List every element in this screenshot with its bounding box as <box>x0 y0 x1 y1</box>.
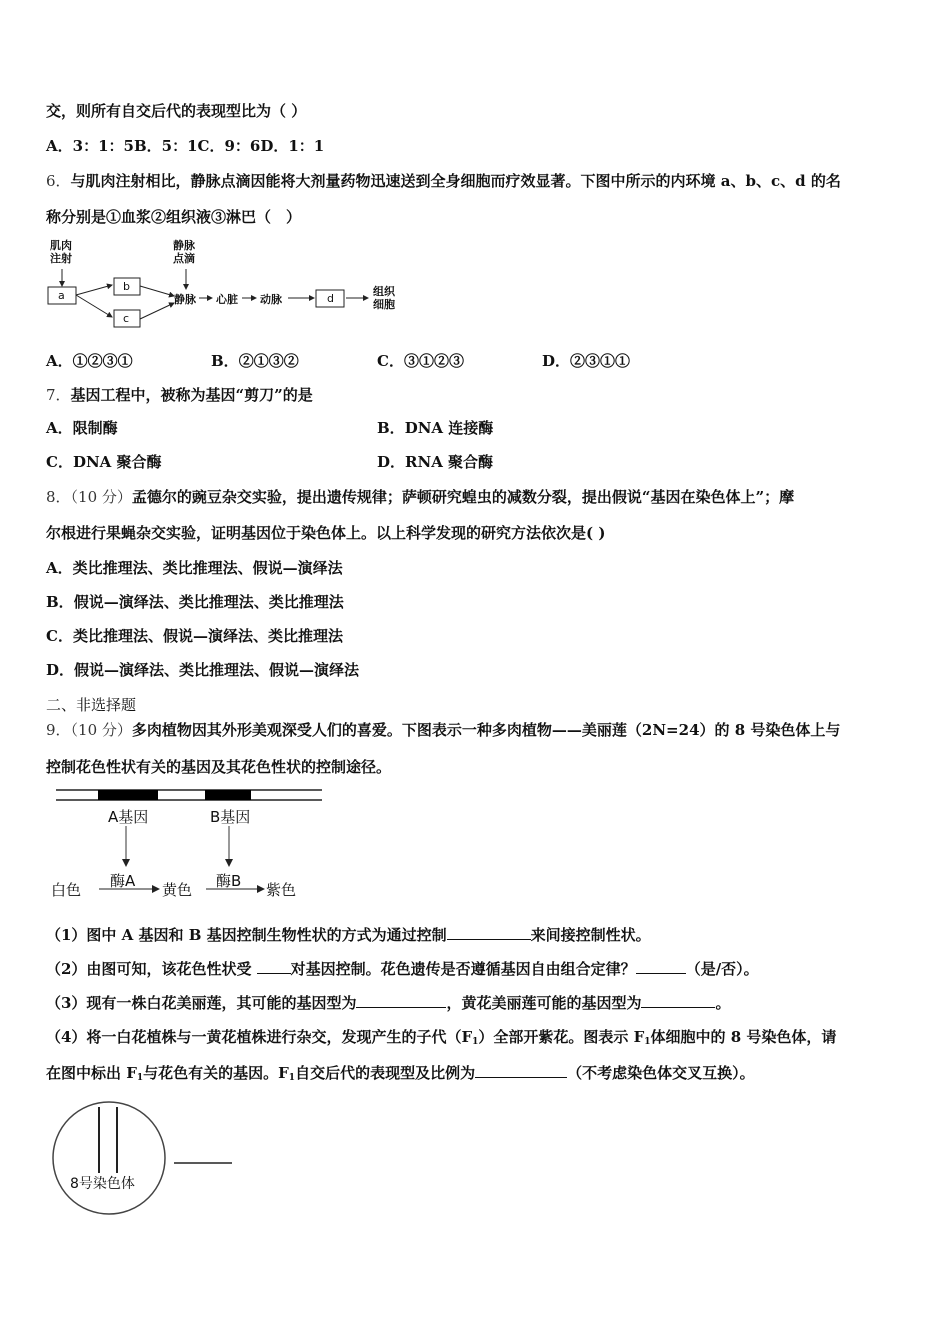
gene-a-label: A基因 <box>108 808 149 826</box>
enzyme-a-label: 酶A <box>110 872 136 890</box>
q8-option-c[interactable]: C．类比推理法、假说—演绎法、类比推理法 <box>46 627 343 645</box>
white-color-label: 白色 <box>51 881 82 899</box>
q9-sub4-line1: （4）将一白花植株与一黄花植株进行杂交，发现产生的子代$(F_1)$全部开紫花。图表示 $F_1$体细胞中的 8 号染色体，请 <box>46 1028 837 1047</box>
q8-option-a[interactable]: A．类比推理法、类比推理法、假说—演绎法 <box>46 559 343 577</box>
q9-stem-line2: 控制花色性状有关的基因及其花色性状的控制途径。 <box>46 758 392 776</box>
q7-option-c[interactable]: C．DNA 聚合酶 <box>46 453 162 471</box>
q7-option-a[interactable]: A．限制酶 <box>46 419 118 437</box>
vein-label: 静脉 <box>174 293 196 306</box>
q9-sub2: （2）由图可知，该花色性状受 对基因控制。花色遗传是否遵循基因自由组合定律？ （是/否）。 <box>46 960 759 978</box>
answer-blank-2[interactable] <box>257 959 291 974</box>
q7-option-d[interactable]: D．RNA 聚合酶 <box>377 453 494 471</box>
section-title: 二、非选择题 <box>46 696 137 714</box>
q5-options: A．3：1：5B．5：1C．9：6D．1：1 <box>46 137 325 155</box>
q6-stem-line1: 6．与肌肉注射相比，静脉点滴因能将大剂量药物迅速送到全身细胞而疗效显著。下图中所示的内环境 a、b、c、d 的名 <box>46 172 841 190</box>
answer-blank-3[interactable] <box>636 959 686 974</box>
q6-arrows <box>46 237 406 337</box>
q8-option-b[interactable]: B．假说—演绎法、类比推理法、类比推理法 <box>46 593 344 611</box>
q6-circulation-diagram <box>46 237 406 337</box>
purple-color-label: 紫色 <box>266 881 297 899</box>
q6-stem-line2: 称分别是①血浆②组织液③淋巴（ ） <box>46 208 302 226</box>
q7-option-b[interactable]: B．DNA 连接酶 <box>377 419 494 437</box>
q8-stem-line2: 尔根进行果蝇杂交实验，证明基因位于染色体上。以上科学发现的研究方法依次是( ) <box>46 524 606 542</box>
answer-blank-6[interactable] <box>475 1063 567 1078</box>
f1-cell-diagram <box>46 1095 246 1215</box>
q8-stem-line1: 8．（10 分）孟德尔的豌豆杂交实验，提出遗传规律；萨顿研究蝗虫的减数分裂，提出假说“基因在染色体上”；摩 <box>46 488 795 506</box>
box-a: a <box>58 289 65 302</box>
iv-drip-label: 静脉 点滴 <box>173 239 195 265</box>
q9-sub4-line2: 在图中标出 $F_1$与花色有关的基因。$F_1$自交后代的表现型及比例为 （不考虑染色体交叉互换）。 <box>46 1064 755 1083</box>
chromosome-8-label: 8号染色体 <box>70 1176 135 1192</box>
q6-option-d[interactable]: D．②③①① <box>542 352 631 370</box>
answer-blank-1[interactable] <box>447 925 531 940</box>
answer-blank-4[interactable] <box>356 993 446 1008</box>
q9-sub3: （3）现有一株白花美丽莲，其可能的基因型为 ，黄花美丽莲可能的基因型为 。 <box>46 994 731 1012</box>
q7-stem: 7．基因工程中，被称为基因“剪刀”的是 <box>46 386 313 404</box>
q6-option-c[interactable]: C．③①②③ <box>377 352 464 370</box>
tissue-cells-label: 组织 细胞 <box>373 285 395 311</box>
q6-option-a[interactable]: A．①②③① <box>46 352 133 370</box>
q5-stem: 交，则所有自交后代的表现型比为（ ） <box>46 102 307 120</box>
q9-sub1: （1）图中 A 基因和 B 基因控制生物性状的方式为通过控制 来间接控制性状。 <box>46 926 651 944</box>
muscle-injection-label: 肌肉 注射 <box>50 239 72 265</box>
yellow-color-label: 黄色 <box>162 881 193 899</box>
artery-label: 动脉 <box>260 293 282 306</box>
box-c: c <box>123 312 130 325</box>
heart-label: 心脏 <box>216 293 238 306</box>
box-b: b <box>123 280 130 293</box>
q9-gene-pathway-diagram <box>46 786 336 906</box>
box-d: d <box>327 292 334 305</box>
q6-number: 6． <box>46 172 71 190</box>
answer-blank-5[interactable] <box>641 993 715 1008</box>
cell-circle-with-chromosomes <box>46 1095 246 1215</box>
enzyme-b-label: 酶B <box>216 872 242 890</box>
q9-stem-line1: 9．（10 分）多肉植物因其外形美观深受人们的喜爱。下图表示一种多肉植物——美丽莲（2N=24）的 8 号染色体上与 <box>46 721 841 739</box>
gene-b-label: B基因 <box>210 808 251 826</box>
q6-option-b[interactable]: B．②①③② <box>211 352 299 370</box>
q8-option-d[interactable]: D．假说—演绎法、类比推理法、假说—演绎法 <box>46 661 360 679</box>
